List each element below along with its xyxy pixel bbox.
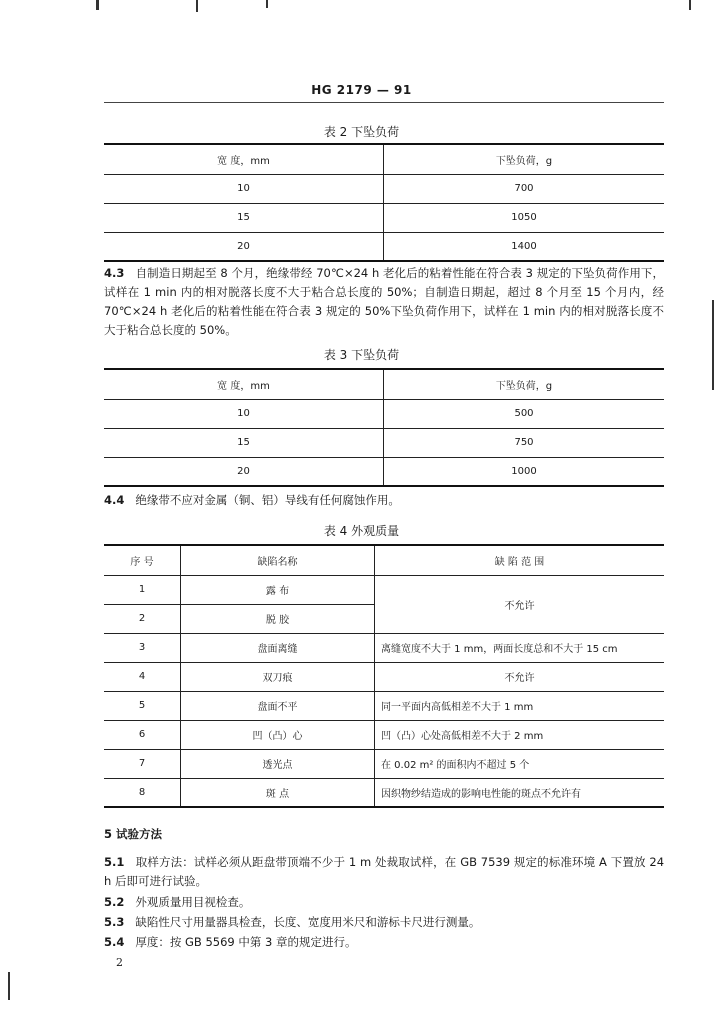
table-row — [104, 203, 664, 232]
table4-name: 凹（凸）心 — [181, 720, 375, 749]
table4-range: 在 0.02 m² 的面积内不超过 5 个 — [375, 749, 665, 778]
table4-range: 同一平面内高低相差不大于 1 mm — [375, 691, 665, 720]
clause-4-4 — [104, 491, 664, 510]
clause-text: 绝缘带不应对金属（铜、铝）导线有任何腐蚀作用。 — [135, 493, 400, 507]
table3-load: 1000 — [384, 457, 665, 486]
table4-no: 3 — [138, 642, 146, 653]
table2-caption: 表 2 下坠负荷 — [323, 125, 400, 139]
table3-width: 10 — [237, 408, 250, 419]
table4-no: 4 — [138, 671, 146, 682]
table4-name: 露 布 — [181, 575, 375, 604]
clause-4-3 — [104, 264, 664, 340]
table-row — [104, 575, 664, 604]
table2-col-load: 下坠负荷，g — [384, 144, 665, 174]
table4-col-range: 缺 陷 范 围 — [375, 545, 665, 575]
table2-width: 15 — [237, 212, 250, 223]
clause-text: 取样方法：试样必须从距盘带顶端不少于 1 m 处裁取试样，在 GB 7539 规定的标准环境 A 下置放 24 h 后即可进行试验。 — [104, 855, 665, 888]
table3-col-load: 下坠负荷，g — [384, 369, 665, 399]
table3-header-row — [104, 369, 664, 399]
table4-name: 透光点 — [181, 749, 375, 778]
table-row — [104, 399, 664, 428]
table4-name: 盘面不平 — [181, 691, 375, 720]
table-row — [104, 749, 664, 778]
table3-load: 750 — [384, 428, 665, 457]
clause-number: 5.4 — [104, 935, 125, 949]
table4-range: 凹（凸）心处高低相差不大于 2 mm — [375, 720, 665, 749]
table3-width: 20 — [237, 465, 250, 477]
scan-mark — [196, 0, 198, 12]
page-header: HG 2179 — 91 — [311, 83, 412, 97]
table2-load: 1400 — [384, 232, 665, 261]
table4-col-no: 序 号 — [130, 556, 154, 568]
section5-title: 5 试验方法 — [104, 827, 163, 841]
page-number: 2 — [116, 956, 123, 969]
table-row — [104, 662, 664, 691]
clause-text: 外观质量用目视检查。 — [135, 895, 251, 909]
clause-text: 自制造日期起至 8 个月，绝缘带经 70℃×24 h 老化后的粘着性能在符合表 3 规定的下坠负荷作用下，试样在 1 min 内的相对脱落长度不大于粘合总长度的 50%；自制造日期起，超过 8 个月至 15 个月内，经 70℃×24 h 老化后的粘着性能在符合表 3 规定的 50%下坠负荷作用下，试样在 1 min 内的相对脱落长度不大于粘合总长度的 50%。 — [104, 266, 665, 337]
table4-name: 脱 胶 — [181, 604, 375, 633]
table4-range: 离缝宽度不大于 1 mm，两面长度总和不大于 15 cm — [375, 633, 665, 662]
table4-col-name: 缺陷名称 — [181, 545, 375, 575]
table-row — [104, 720, 664, 749]
table2-width: 10 — [237, 183, 250, 194]
table4-no: 5 — [138, 700, 146, 711]
header-rule — [104, 102, 664, 103]
clause-5-4 — [104, 933, 664, 952]
table-row — [104, 691, 664, 720]
table4-no: 1 — [138, 584, 146, 595]
scan-mark — [96, 0, 99, 10]
table3 — [104, 368, 664, 487]
table4-no: 7 — [138, 758, 146, 769]
clause-number: 5.1 — [104, 855, 125, 869]
table-row — [104, 457, 664, 486]
table2 — [104, 143, 664, 262]
table-row — [104, 778, 664, 807]
table2-col-width: 宽 度，mm — [217, 155, 270, 167]
table2-width: 20 — [237, 240, 250, 252]
scan-mark — [712, 300, 714, 390]
clause-number: 4.3 — [104, 266, 125, 280]
table4 — [104, 544, 664, 808]
table-row — [104, 232, 664, 261]
table4-no: 8 — [138, 786, 146, 798]
scan-mark — [266, 0, 268, 8]
clause-5-3 — [104, 913, 664, 932]
table-row — [104, 428, 664, 457]
clause-5-2 — [104, 893, 664, 912]
table2-load: 1050 — [384, 203, 665, 232]
table4-name: 斑 点 — [181, 778, 375, 807]
table4-range: 不允许 — [375, 662, 665, 691]
table4-name: 盘面离缝 — [181, 633, 375, 662]
clause-text: 缺陷性尺寸用量器具检查，长度、宽度用米尺和游标卡尺进行测量。 — [135, 915, 481, 929]
table4-no: 2 — [138, 613, 146, 624]
table2-header-row — [104, 144, 664, 174]
table3-load: 500 — [384, 399, 665, 428]
table4-caption: 表 4 外观质量 — [323, 524, 400, 538]
scan-mark — [8, 972, 10, 1000]
table4-range: 因织物纱结造成的影响电性能的斑点不允许有 — [375, 778, 665, 807]
table-row — [104, 174, 664, 203]
table3-caption: 表 3 下坠负荷 — [323, 348, 400, 362]
scan-mark — [689, 0, 691, 10]
clause-number: 5.3 — [104, 915, 125, 929]
clause-text: 厚度：按 GB 5569 中第 3 章的规定进行。 — [135, 935, 357, 949]
clause-5-1 — [104, 853, 664, 891]
table4-range: 不允许 — [375, 575, 665, 633]
table3-width: 15 — [237, 437, 250, 448]
table4-no: 6 — [138, 729, 146, 740]
table-row — [104, 633, 664, 662]
table4-name: 双刀痕 — [181, 662, 375, 691]
clause-number: 5.2 — [104, 895, 125, 909]
table4-header-row — [104, 545, 664, 575]
clause-number: 4.4 — [104, 493, 125, 507]
table3-col-width: 宽 度，mm — [217, 380, 270, 392]
table2-load: 700 — [384, 174, 665, 203]
